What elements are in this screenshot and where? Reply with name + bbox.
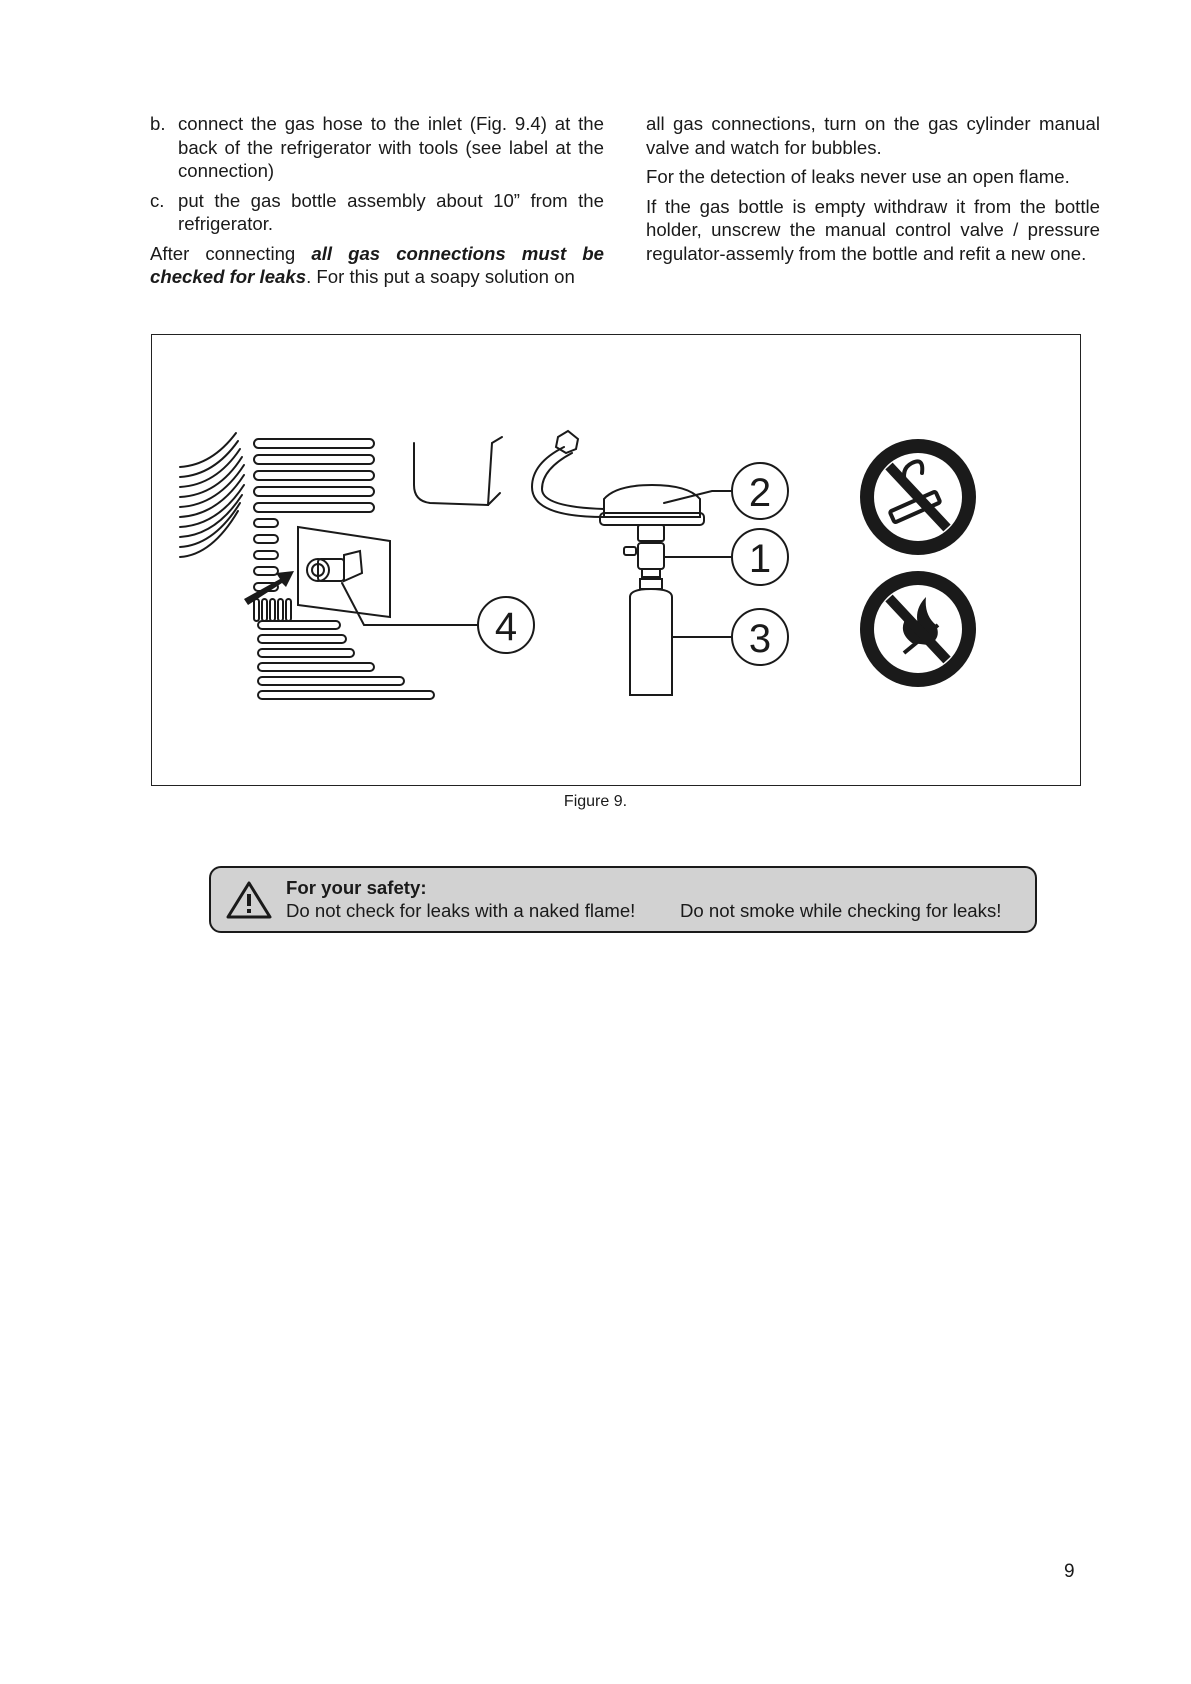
callout-2: 2 bbox=[748, 471, 772, 515]
leak-check-emphasis: all gas connections must be checked for leaks bbox=[150, 242, 604, 287]
back-panel bbox=[414, 443, 492, 505]
safety-notice bbox=[209, 866, 1037, 933]
no-smoking-icon bbox=[860, 439, 976, 555]
paragraph: If the gas bottle is empty withdraw it from the bottle holder, unscrew the manual control valve / pressure regulator-assemly from the bottle and refit a new one. bbox=[646, 195, 1100, 264]
pressure-regulator bbox=[600, 485, 704, 541]
condenser-fins bbox=[180, 433, 244, 557]
safety-heading: For your safety: bbox=[286, 877, 427, 898]
safety-warning-flame: Do not check for leaks with a naked flame! bbox=[286, 900, 636, 921]
callout-4: 4 bbox=[494, 605, 518, 649]
paragraph-prefix: After connecting bbox=[150, 242, 312, 264]
callout-1: 1 bbox=[748, 537, 772, 581]
list-text: put the gas bottle assembly about 10” from the refrigerator. bbox=[178, 189, 604, 234]
paragraph: For the detection of leaks never use an open flame. bbox=[646, 166, 1070, 187]
tube-ends bbox=[254, 599, 291, 621]
gas-connection-diagram bbox=[152, 335, 1080, 785]
list-item-c bbox=[150, 189, 604, 236]
no-open-flame-icon bbox=[860, 571, 976, 687]
figure-9 bbox=[151, 334, 1081, 786]
paragraph: all gas connections, turn on the gas cylinder manual valve and watch for bubbles. bbox=[646, 113, 1100, 158]
manual-valve bbox=[624, 543, 664, 577]
figure-caption: Figure 9. bbox=[563, 793, 628, 810]
leader-line-4 bbox=[342, 583, 478, 625]
paragraph-suffix: . For this put a soapy solution on bbox=[306, 266, 575, 287]
safety-warning-smoke: Do not smoke while checking for leaks! bbox=[680, 900, 1002, 921]
hose-nut bbox=[556, 431, 578, 453]
list-marker: c. bbox=[150, 189, 165, 211]
warning-triangle-icon bbox=[225, 880, 273, 920]
list-text: connect the gas hose to the inlet (Fig. 9.4) at the back of the refrigerator with tools (see label at the connection) bbox=[178, 113, 604, 181]
left-column bbox=[150, 112, 604, 295]
gas-bottle bbox=[630, 579, 672, 695]
list-item-b bbox=[150, 112, 604, 183]
right-column bbox=[646, 112, 1100, 271]
gas-inlet-connector bbox=[307, 551, 362, 581]
page-number: 9 bbox=[1064, 1561, 1075, 1582]
leak-check-paragraph bbox=[150, 242, 604, 289]
list-marker: b. bbox=[150, 113, 166, 134]
callout-3: 3 bbox=[748, 617, 772, 661]
